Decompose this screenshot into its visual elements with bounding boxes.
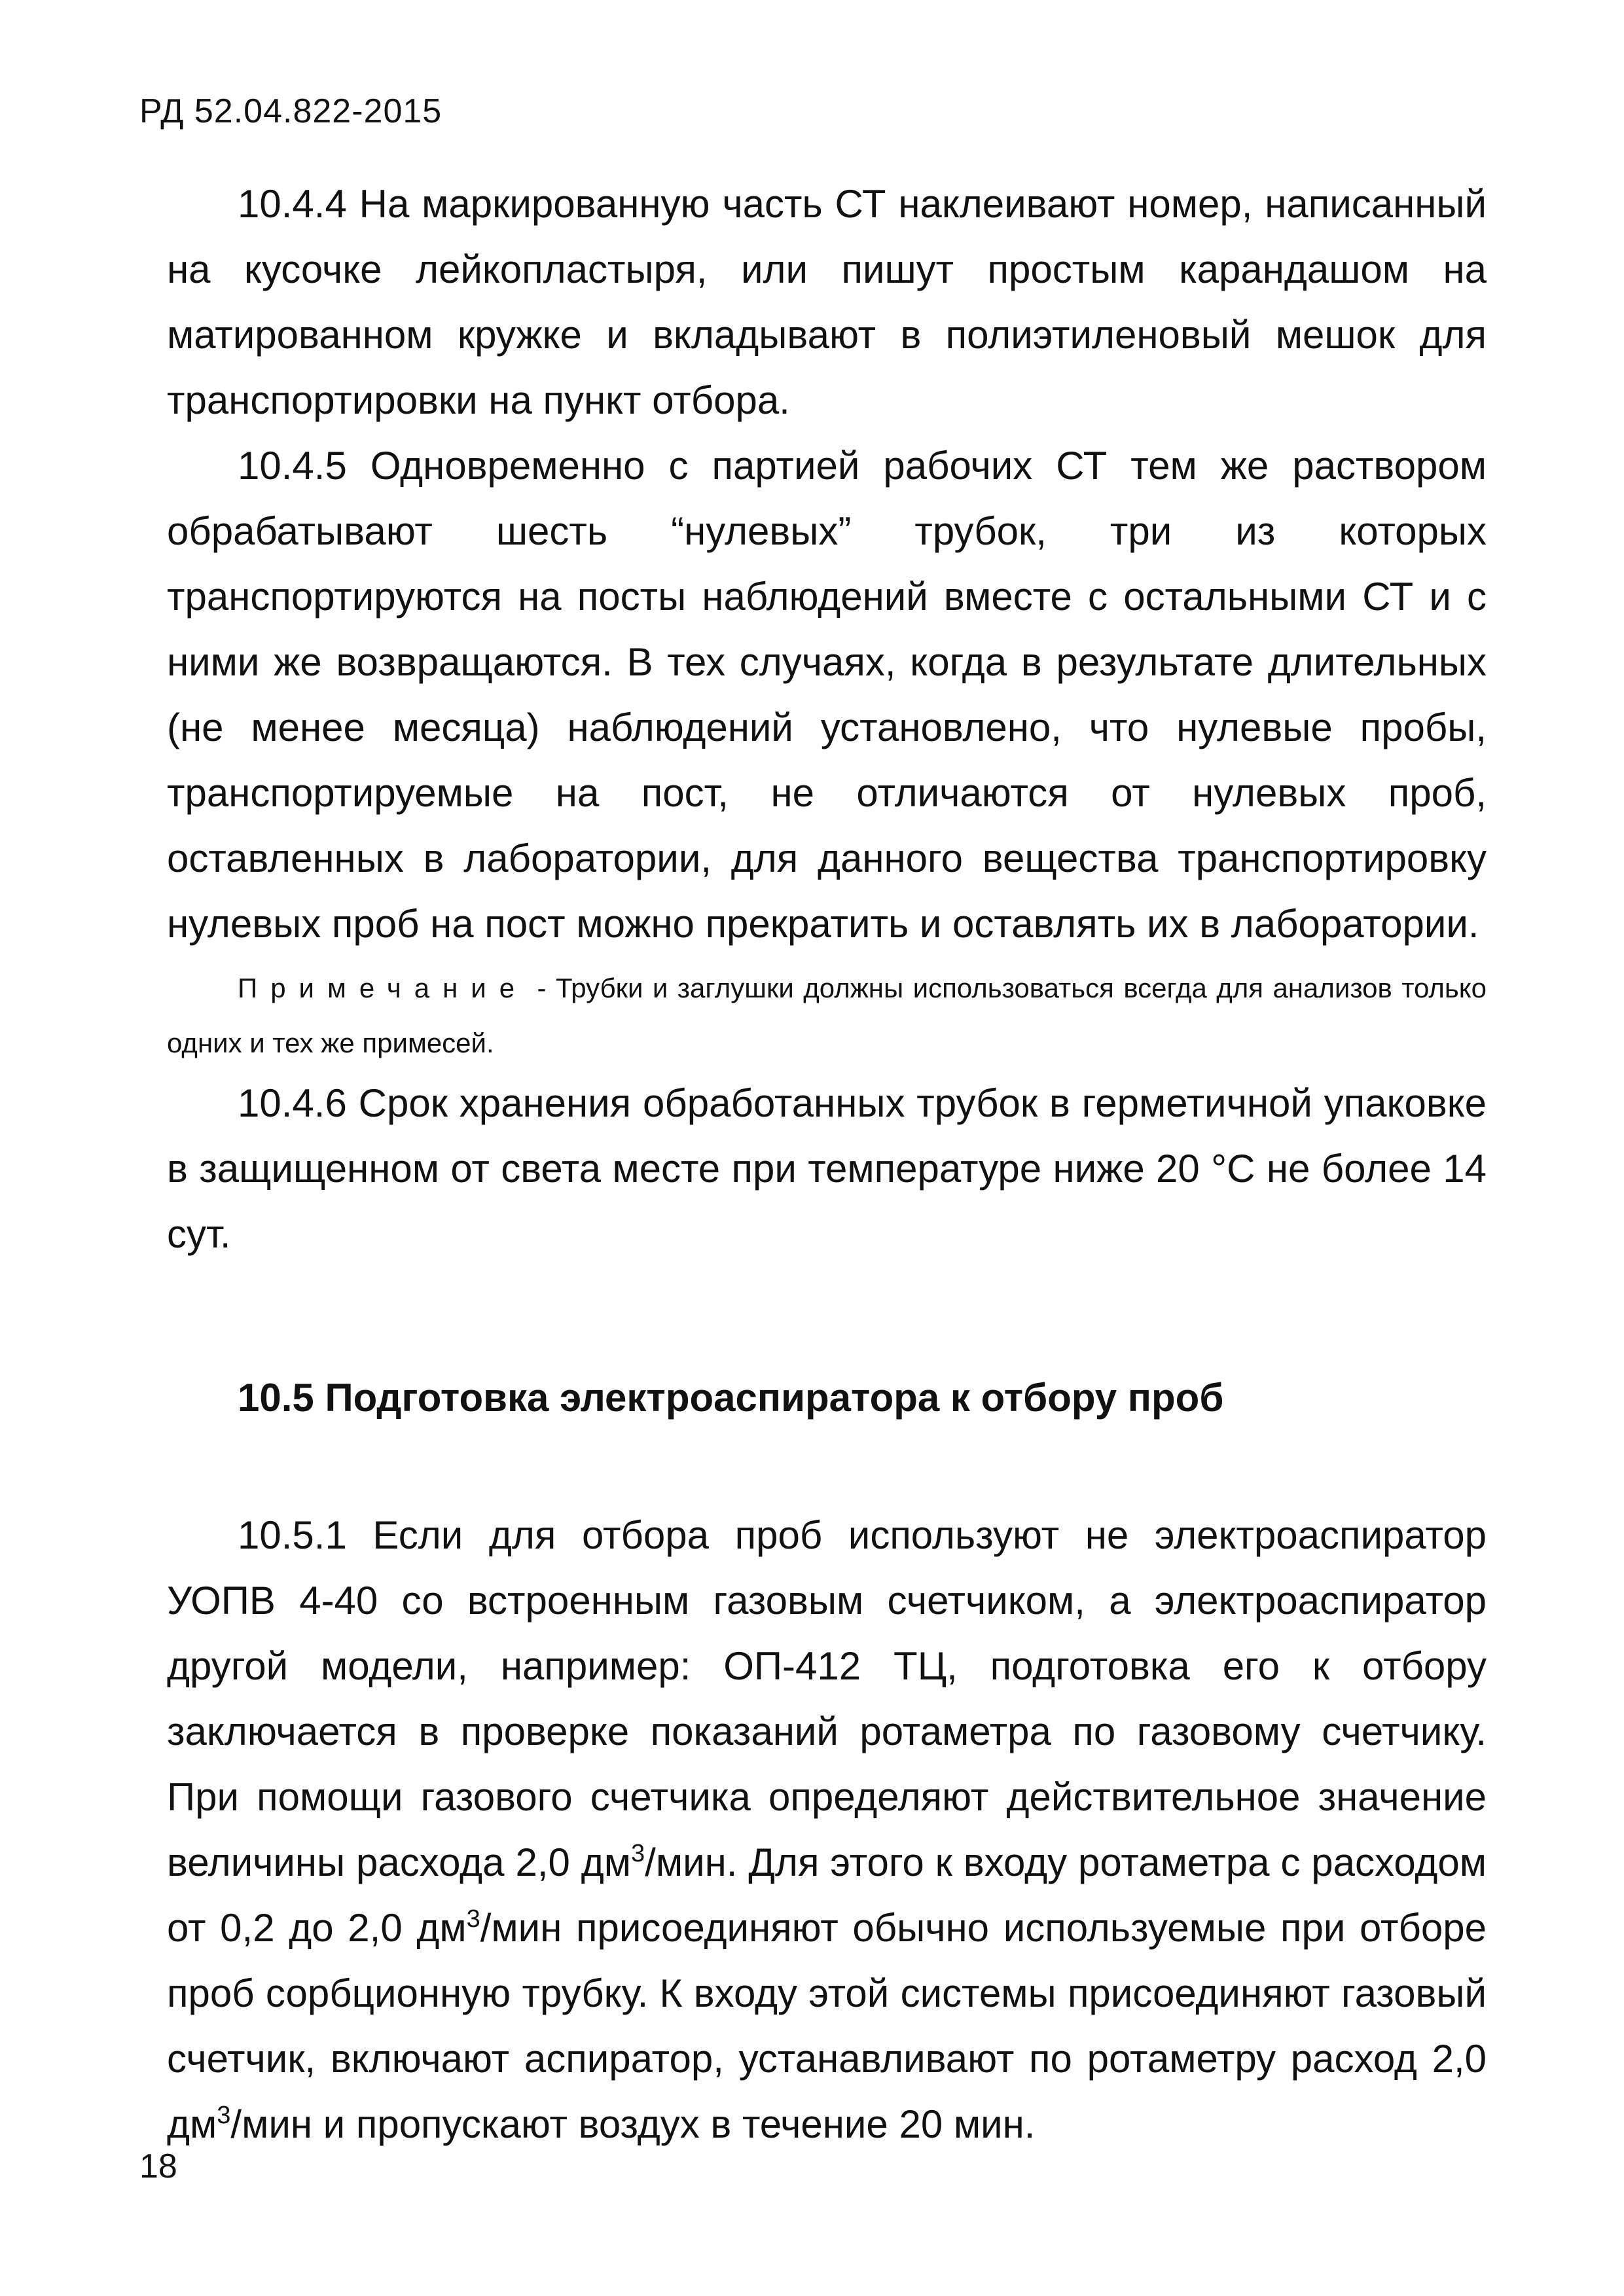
note-label: Примечание bbox=[238, 973, 528, 1003]
paragraph-10-5-1 bbox=[167, 1503, 1487, 2157]
page-content bbox=[167, 171, 1487, 2157]
note bbox=[167, 961, 1487, 1071]
paragraph-10-4-4: 10.4.4 На маркированную часть СТ наклеивают номер, написанный на кусочке лейкопластыря, или пишут простым карандашом на матированном кружке и вкладывают в полиэтиленовый мешок для транспортировки на пункт отбора. bbox=[167, 182, 1487, 422]
superscript-3: 3 bbox=[217, 2102, 231, 2129]
paragraph-10-4-5: 10.4.5 Одновременно с партией рабочих СТ тем же раствором обрабатывают шесть “нулевых” трубок, три из которых транспортируются на посты наблюдений вместе с остальными СТ и с ними же возвращаются. В тех случаях, когда в результате длительных (не менее месяца) наблюдений установлено, что нулевые пробы, транспортируемые на пост, не отличаются от нулевых проб, оставленных в лаборатории, для данного вещества транспортировку нулевых проб на пост можно прекратить и оставлять их в лаборатории. bbox=[167, 444, 1487, 946]
note-text: - Трубки и заглушки должны использоваться всегда для анализов только одних и тех же примесей. bbox=[167, 973, 1487, 1058]
section-heading-10-5: 10.5 Подготовка электроаспиратора к отбору проб bbox=[238, 1376, 1224, 1420]
superscript-3: 3 bbox=[466, 1905, 480, 1933]
superscript-3: 3 bbox=[631, 1840, 645, 1867]
document-code: РД 52.04.822-2015 bbox=[139, 92, 442, 130]
paragraph-10-5-1-part2: /мин. Для этого к входу ротаметра с расходом от 0,2 до 2,0 дм bbox=[167, 1840, 1487, 1950]
paragraph-10-5-1-part3: /мин присоединяют обычно используемые при отборе проб сорбционную трубку. К входу этой системы присоединяют газовый счетчик, включают аспиратор, устанавливают по ротаметру расход 2,0 дм bbox=[167, 1906, 1487, 2146]
page-number: 18 bbox=[139, 2147, 177, 2185]
paragraph-10-5-1-part1: 10.5.1 Если для отбора проб используют не электроаспиратор УОПВ 4-40 со встроенным газовым счетчиком, а электроаспиратор другой модели, например: ОП-412 ТЦ, подготовка его к отбору заключается в проверке показаний ротаметра по газовому счетчику. При помощи газового счетчика определяют действительное значение величины расхода 2,0 дм bbox=[167, 1513, 1487, 1884]
paragraph-10-5-1-part4: /мин и пропускают воздух в течение 20 мин. bbox=[230, 2102, 1036, 2146]
paragraph-10-4-6: 10.4.6 Срок хранения обработанных трубок в герметичной упаковке в защищенном от света месте при температуре ниже 20 °С не более 14 сут. bbox=[167, 1081, 1487, 1256]
